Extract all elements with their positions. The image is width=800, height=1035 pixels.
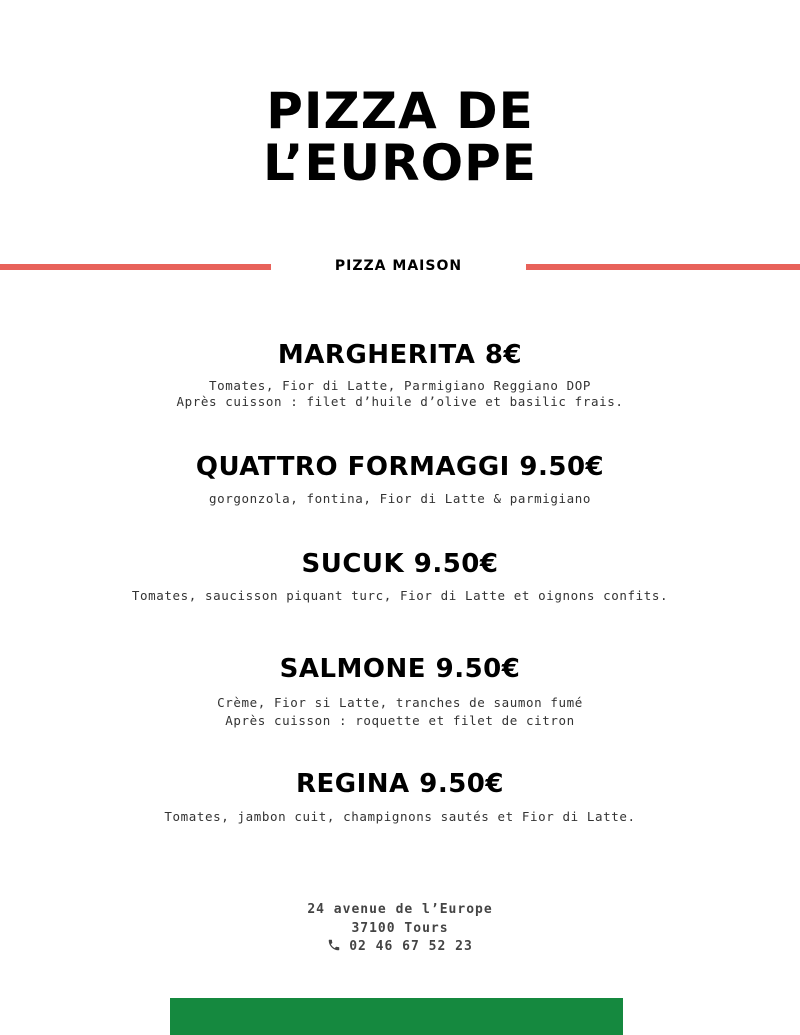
menu-item-name: QUATTRO FORMAGGI 9.50€: [195, 452, 605, 482]
description-line: Tomates, saucisson piquant turc, Fior di Latte et oignons confits.: [131, 588, 669, 603]
description-line: Crème, Fior si Latte, tranches de saumon fumé: [217, 695, 583, 710]
menu-item-description: [0, 694, 800, 730]
menu-item-name: SUCUK 9.50€: [301, 549, 499, 579]
description-line: gorgonzola, fontina, Fior di Latte & parmigiano: [209, 491, 591, 506]
menu-item-name: REGINA 9.50€: [296, 769, 504, 799]
menu-item-name: MARGHERITA 8€: [277, 340, 523, 370]
menu-item-salmone: [0, 654, 800, 730]
menu-item-name: SALMONE 9.50€: [279, 654, 521, 684]
menu-item-description: [0, 378, 800, 410]
menu-item-quattro-formaggi: [0, 452, 800, 507]
title-line-2: L’EUROPE: [263, 134, 537, 192]
address-street: 24 avenue de l’Europe: [307, 902, 493, 917]
title-line-1: PIZZA DE: [266, 82, 534, 140]
menu-item-sucuk: [0, 549, 800, 604]
section-subtitle: PIZZA MAISON: [334, 258, 463, 274]
menu-item-description: [0, 809, 800, 825]
description-line: Après cuisson : roquette et filet de citron: [225, 713, 575, 728]
phone-icon: [327, 938, 341, 952]
description-line: Après cuisson : filet d’huile d’olive et basilic frais.: [176, 394, 624, 409]
description-line: Tomates, Fior di Latte, Parmigiano Reggiano DOP: [209, 378, 591, 393]
section-divider: [0, 255, 800, 279]
divider-rule-left: [0, 264, 271, 270]
address-block: [0, 901, 800, 957]
address-phone-row: [0, 938, 800, 957]
address-phone[interactable]: 02 46 67 52 23: [349, 939, 473, 954]
divider-rule-right: [526, 264, 800, 270]
description-line: Tomates, jambon cuit, champignons sautés et Fior di Latte.: [164, 809, 636, 824]
address-city: 37100 Tours: [351, 920, 449, 936]
menu-item-regina: [0, 769, 800, 825]
menu-item-description: [0, 588, 800, 604]
menu-item-description: [0, 491, 800, 507]
menu-item-margherita: [0, 340, 800, 410]
footer-color-bar: [170, 998, 623, 1035]
